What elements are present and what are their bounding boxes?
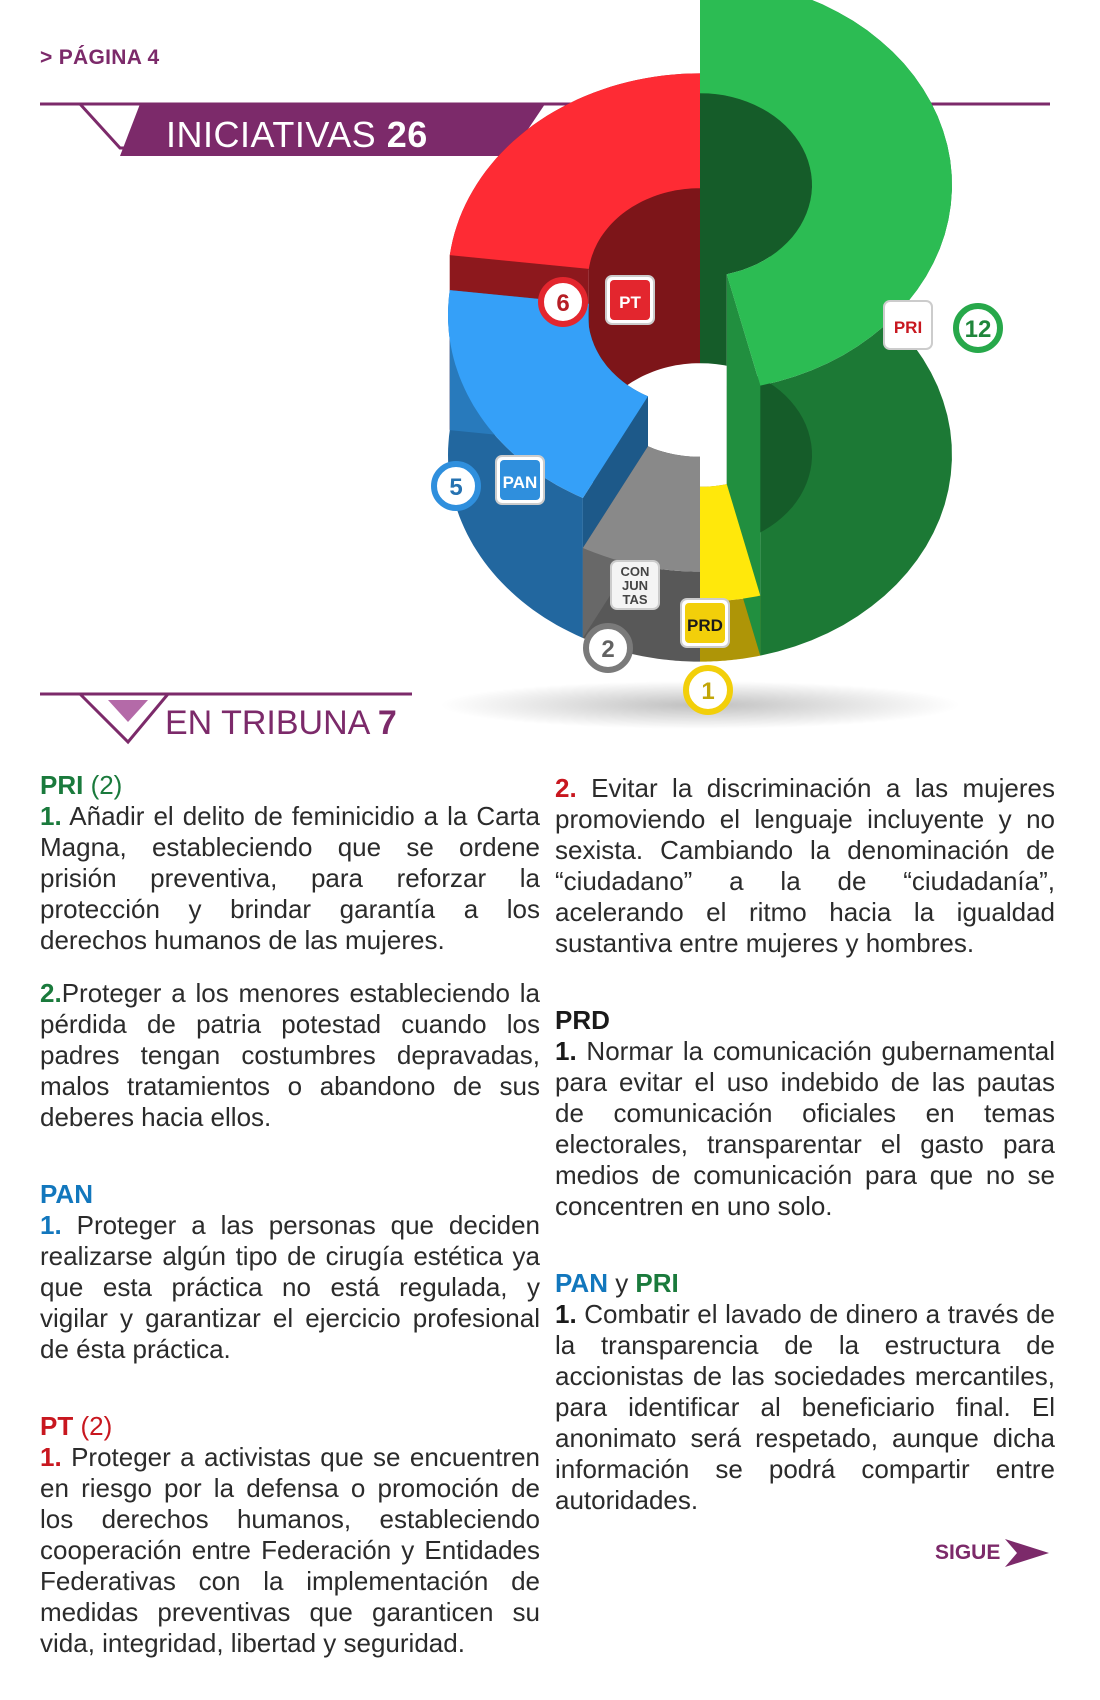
iniciativas-title: INICIATIVAS 26 (166, 114, 428, 155)
sigue-link[interactable]: SIGUE (935, 1541, 1001, 1564)
value-label: 5 (449, 474, 463, 501)
party-logo-text: PRI (893, 318, 923, 337)
party-logo-text: PRD (687, 616, 723, 635)
party-logo-pt (606, 276, 654, 324)
party-logo-text: PAN (502, 473, 538, 492)
arrow-right-icon[interactable] (1005, 1537, 1049, 1569)
party-logo-text: CON (620, 564, 650, 579)
left-column (40, 770, 540, 1659)
panpri-item-1: 1. Combatir el lavado de dinero a través de la transparencia de la estructura de accionistas de las sociedades mercantiles, para identificar al beneficiario final. El anonimato será respetado, aunque dicha información se podrá compartir entre autoridades. (555, 1299, 1055, 1515)
party-logo-text: TAS (622, 592, 648, 607)
party-logo-text: JUN (621, 578, 649, 593)
party-logo-conjuntas (611, 561, 659, 609)
pri-heading: PRI (2) (40, 770, 123, 800)
party-logo-prd (681, 599, 729, 647)
pri-item-2: 2.Proteger a los menores estableciendo la pérdida de patria potestad cuando los padres tengan costumbres depravadas, malos tratamientos o abandono de sus deberes hacia ellos. (40, 978, 540, 1132)
value-badge-conjuntas (586, 626, 630, 670)
value-label: 6 (556, 290, 570, 317)
tribuna-title: EN TRIBUNA 7 (165, 704, 397, 742)
pt-item-1: 1. Proteger a activistas que se encuentren en riesgo por la defensa o promoción de los derechos humanos, estableciendo cooperación entre Federación y Entidades Federativas con la implementación de medidas preventivas que garanticen su vida, integridad, libertad y seguridad. (40, 1442, 540, 1658)
pt-heading: PT (2) (40, 1411, 113, 1441)
prd-item-1: 1. Normar la comunicación gubernamental para evitar el uso indebido de las pautas de comunicación oficiales en temas electorales, transparentar el gasto para medios de comunicación para que no se concentren en uno solo. (555, 1036, 1055, 1221)
party-logo-text: PT (619, 293, 641, 312)
pan-heading: PAN (40, 1179, 93, 1209)
value-badge-pt (541, 280, 585, 324)
value-label: 1 (701, 678, 715, 705)
prd-heading: PRD (555, 1005, 610, 1035)
party-logo-pri (884, 301, 932, 349)
value-badge-pan (434, 464, 478, 508)
value-label: 12 (964, 316, 992, 343)
value-label: 2 (601, 636, 615, 663)
donut-chart (0, 0, 1100, 760)
pri-item-1: 1. Añadir el delito de feminicidio a la Carta Magna, estableciendo que se ordene prisión preventiva, para reforzar la protección y brindar garantía a los derechos humanos de las mujeres. (40, 801, 540, 955)
panpri-heading: PAN y PRI (555, 1268, 679, 1298)
value-badge-prd (686, 668, 730, 712)
party-logo-pan (496, 456, 544, 504)
pt-item-2: 2. Evitar la discriminación a las mujeres promoviendo el lenguaje incluyente y no sexista. Cambiando la denominación de “ciudadano” a la de “ciudadanía”, acelerando el ritmo hacia la igualdad sustantiva entre mujeres y hombres. (555, 773, 1055, 958)
right-column (555, 773, 1055, 1516)
pan-item-1: 1. Proteger a las personas que deciden realizarse algún tipo de cirugía estética ya que esta práctica no está regulada, y vigilar y garantizar el ejercicio profesional de ésta práctica. (40, 1210, 540, 1364)
value-badge-pri (956, 306, 1000, 350)
page-number: > PÁGINA 4 (40, 46, 160, 69)
